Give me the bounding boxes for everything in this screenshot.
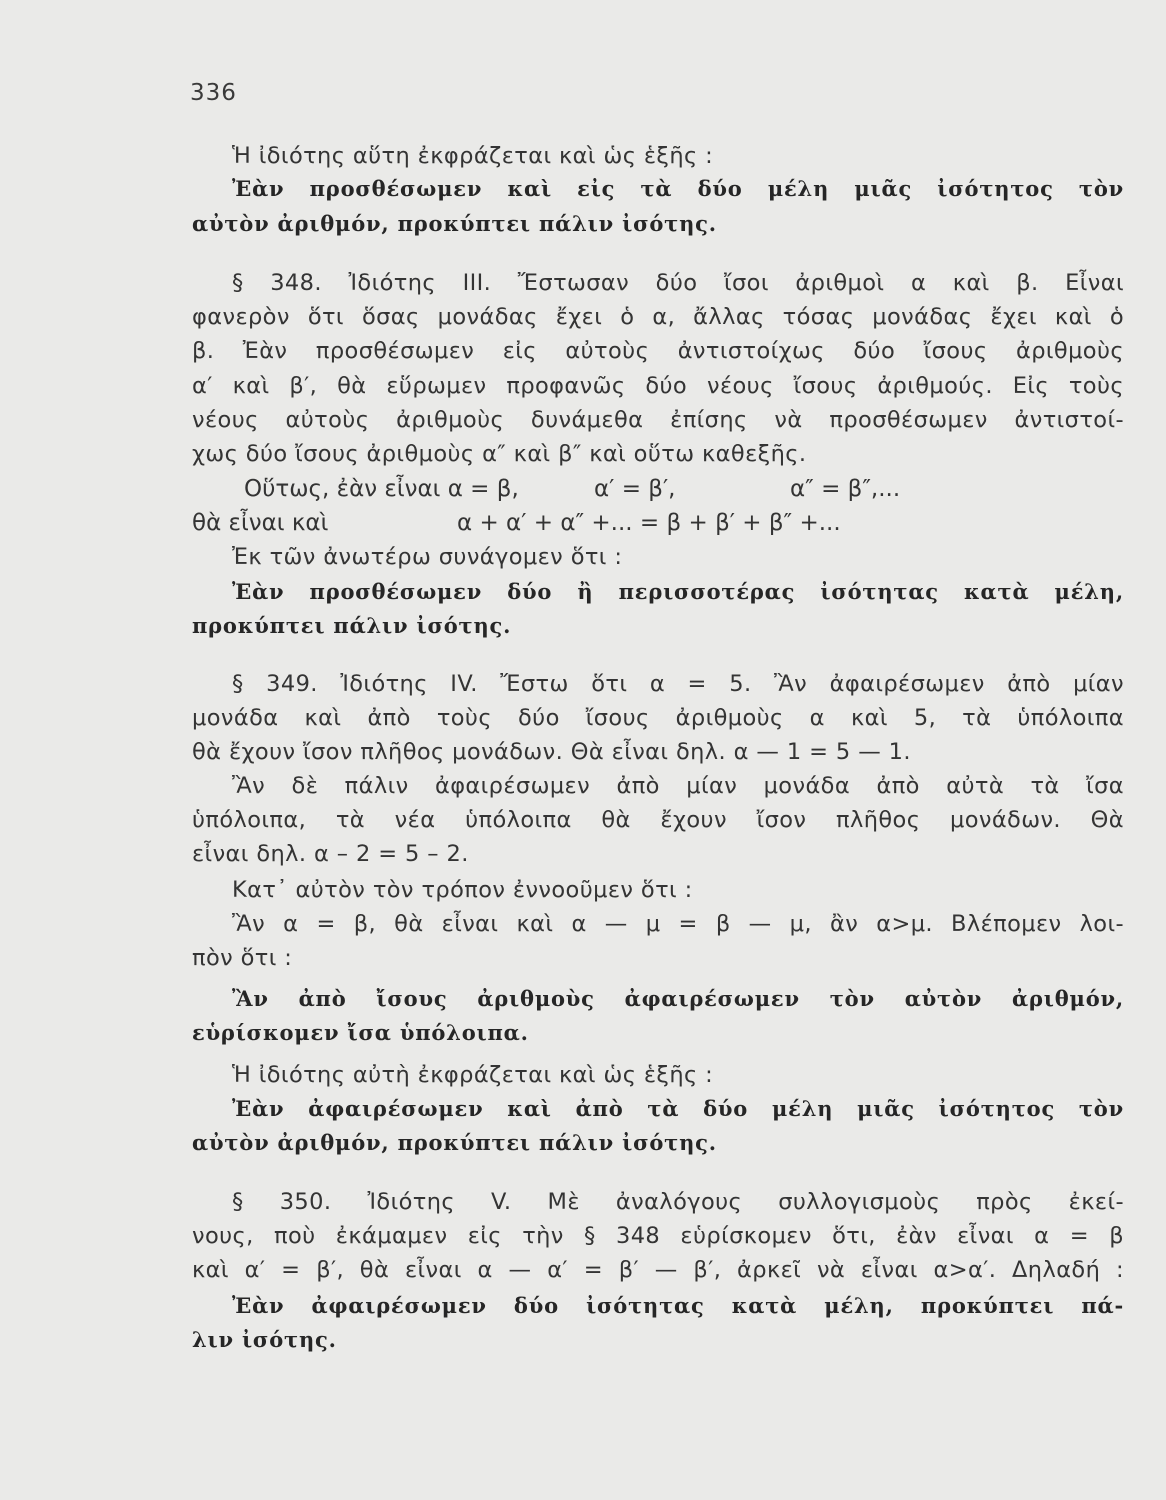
rule-statement-line: Ἐὰν ἀφαιρέσωμεν δύο ἰσότητας κατὰ μέλη, προκύπτει πά- (232, 1293, 1124, 1318)
rule-statement-line: λιν ἰσότης. (192, 1327, 337, 1352)
text-line: θὰ ἔχουν ἴσον πλῆθος μονάδων. Θὰ εἶναι δηλ. α — 1 = 5 — 1. (192, 739, 911, 765)
equation-term: α″ = β″,... (790, 476, 901, 502)
rule-statement-line: προκύπτει πάλιν ἰσότης. (192, 613, 512, 638)
rule-statement-line: Ἐὰν ἀφαιρέσωμεν καὶ ἀπὸ τὰ δύο μέλη μιᾶς ἰσότητος τὸν (232, 1096, 1124, 1121)
rule-statement-line: αὐτὸν ἀριθμόν, προκύπτει πάλιν ἰσότης. (192, 1130, 717, 1155)
text-line: πὸν ὅτι : (192, 945, 293, 971)
text-line: καὶ α′ = β′, θὰ εἶναι α — α′ = β′ — β′, ἀρκεῖ νὰ εἶναι α>α′. Δηλαδή : (192, 1257, 1124, 1283)
text-line: χως δύο ἴσους ἀριθμοὺς α″ καὶ β″ καὶ οὕτω καθεξῆς. (192, 441, 807, 467)
text-line: β. Ἐὰν προσθέσωμεν εἰς αὐτοὺς ἀντιστοίχως δύο ἴσους ἀριθμοὺς (192, 338, 1124, 364)
text-line: εἶναι δηλ. α – 2 = 5 – 2. (192, 841, 469, 867)
text-line: μονάδα καὶ ἀπὸ τοὺς δύο ἴσους ἀριθμοὺς α καὶ 5, τὰ ὑπόλοιπα (192, 705, 1124, 731)
text-line: Ἂν δὲ πάλιν ἀφαιρέσωμεν ἀπὸ μίαν μονάδα ἀπὸ αὐτὰ τὰ ἴσα (232, 773, 1124, 799)
rule-statement-line: Ἂν ἀπὸ ἴσους ἀριθμοὺς ἀφαιρέσωμεν τὸν αὐτὸν ἀριθμόν, (232, 986, 1124, 1011)
section-349-heading-line: § 349. Ἰδιότης IV. Ἔστω ὅτι α = 5. Ἂν ἀφαιρέσωμεν ἀπὸ μίαν (232, 671, 1124, 697)
equation-lead: θὰ εἶναι καὶ (192, 510, 329, 536)
text-line: νους, ποὺ ἐκάμαμεν εἰς τὴν § 348 εὑρίσκομεν ὅτι, ἐὰν εἶναι α = β (192, 1223, 1124, 1249)
text-line: Κατ᾽ αὐτὸν τὸν τρόπον ἐννοοῦμεν ὅτι : (232, 877, 693, 903)
text-line: Ἡ ἰδιότης αὕτη ἐκφράζεται καὶ ὡς ἑξῆς : (232, 143, 714, 169)
text-line: Ἂν α = β, θὰ εἶναι καὶ α — μ = β — μ, ἂν α>μ. Βλέπομεν λοι- (232, 911, 1124, 937)
rule-statement-line: Ἐὰν προσθέσωμεν καὶ εἰς τὰ δύο μέλη μιᾶς ἰσότητος τὸν (232, 176, 1124, 201)
rule-statement-line: Ἐὰν προσθέσωμεν δύο ἢ περισσοτέρας ἰσότητας κατὰ μέλη, (232, 579, 1124, 604)
text-line: νέους αὐτοὺς ἀριθμοὺς δυνάμεθα ἐπίσης νὰ προσθέσωμεν ἀντιστοί- (192, 407, 1124, 433)
section-350-heading-line: § 350. Ἰδιότης V. Μὲ ἀναλόγους συλλογισμοὺς πρὸς ἐκεί- (232, 1189, 1124, 1215)
rule-statement-line: αὐτὸν ἀριθμόν, προκύπτει πάλιν ἰσότης. (192, 211, 717, 236)
equation-term: α′ = β′, (594, 476, 676, 502)
text-line: Ἡ ἰδιότης αὐτὴ ἐκφράζεται καὶ ὡς ἑξῆς : (232, 1062, 714, 1088)
text-line: Ἐκ τῶν ἀνωτέρω συνάγομεν ὅτι : (232, 544, 623, 570)
equation-sum: α + α′ + α″ +... = β + β′ + β″ +... (457, 510, 841, 536)
text-line: ὑπόλοιπα, τὰ νέα ὑπόλοιπα θὰ ἔχουν ἴσον πλῆθος μονάδων. Θὰ (192, 807, 1124, 833)
text-line: α′ καὶ β′, θὰ εὕρωμεν προφανῶς δύο νέους ἴσους ἀριθμούς. Εἰς τοὺς (192, 373, 1124, 399)
rule-statement-line: εὑρίσκομεν ἴσα ὑπόλοιπα. (192, 1020, 529, 1045)
text-line: φανερὸν ὅτι ὅσας μονάδας ἔχει ὁ α, ἄλλας τόσας μονάδας ἔχει καὶ ὁ (192, 304, 1124, 330)
page-number: 336 (190, 80, 237, 106)
equation-lead: Οὕτως, ἐὰν εἶναι α = β, (244, 476, 519, 502)
section-348-heading-line: § 348. Ἰδιότης III. Ἔστωσαν δύο ἴσοι ἀριθμοὶ α καὶ β. Εἶναι (232, 270, 1124, 296)
